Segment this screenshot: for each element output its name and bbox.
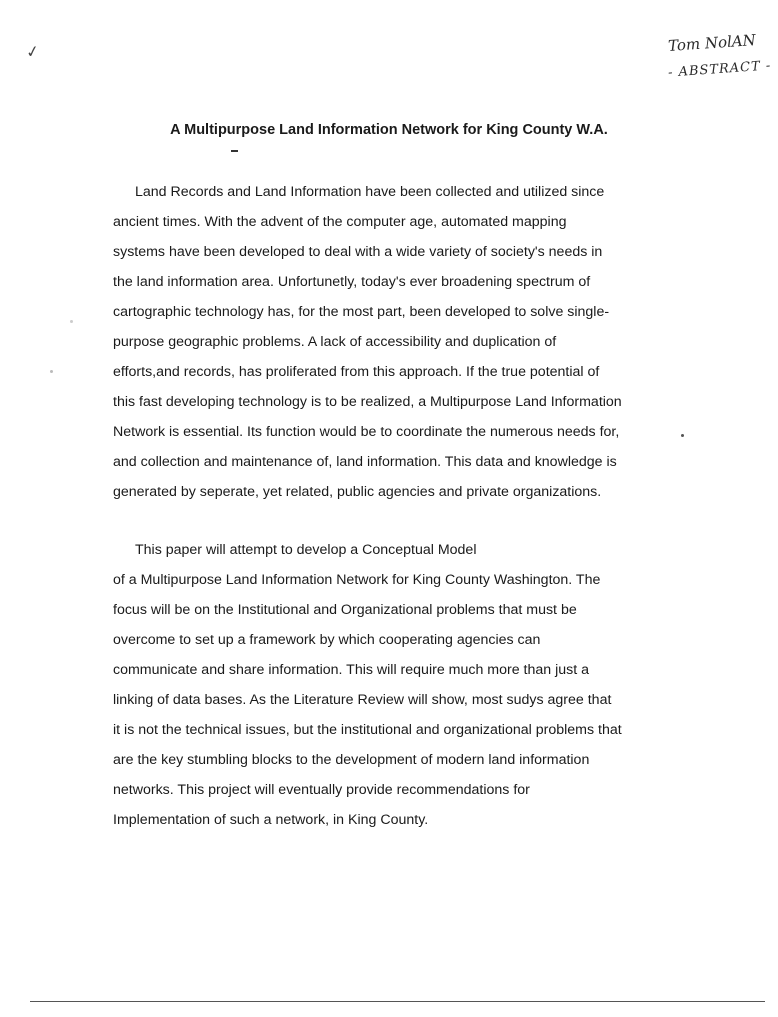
paragraph-line: are the key stumbling blocks to the development of modern land information — [113, 752, 590, 768]
paragraph-line: this fast developing technology is to be realized, a Multipurpose Land Information — [113, 394, 622, 410]
paragraph-line: Network is essential. Its function would be to coordinate the numerous needs for, — [113, 424, 620, 440]
paragraph-line: ancient times. With the advent of the computer age, automated mapping — [113, 214, 567, 230]
paragraph-line: generated by seperate, yet related, public agencies and private organizations. — [113, 484, 602, 500]
handwritten-author-note: Tom NolAN — [667, 30, 757, 56]
document-title: A Multipurpose Land Information Network for King County W.A. — [170, 122, 608, 138]
paragraph-line: Land Records and Land Information have been collected and utilized since — [135, 184, 605, 200]
paragraph-line: and collection and maintenance of, land information. This data and knowledge is — [113, 454, 617, 470]
paragraph-line: the land information area. Unfortunetly, today's ever broadening spectrum of — [113, 274, 591, 290]
scan-speck — [70, 320, 73, 323]
paragraph-line: it is not the technical issues, but the institutional and organizational problems that — [113, 722, 622, 738]
paragraph-line: networks. This project will eventually provide recommendations for — [113, 782, 530, 798]
scan-speck — [50, 370, 53, 373]
check-mark-icon: ✓ — [24, 42, 41, 63]
paragraph-line: of a Multipurpose Land Information Network for King County Washington. The — [113, 572, 601, 588]
page-bottom-rule — [30, 1001, 765, 1002]
paragraph-line: efforts,and records, has proliferated from this approach. If the true potential of — [113, 364, 600, 380]
paragraph-line: cartographic technology has, for the most part, been developed to solve single- — [113, 304, 610, 320]
abstract-paragraph-2 — [113, 535, 622, 835]
stray-mark — [231, 150, 238, 152]
paragraph-line: focus will be on the Institutional and Organizational problems that must be — [113, 602, 577, 618]
paragraph-line: Implementation of such a network, in King County. — [113, 812, 429, 828]
paragraph-line: This paper will attempt to develop a Conceptual Model — [135, 542, 477, 558]
paragraph-line: linking of data bases. As the Literature Review will show, most sudys agree that — [113, 692, 612, 708]
scan-speck — [681, 434, 684, 437]
paragraph-line: purpose geographic problems. A lack of accessibility and duplication of — [113, 334, 557, 350]
abstract-paragraph-1 — [113, 177, 622, 507]
paragraph-line: overcome to set up a framework by which cooperating agencies can — [113, 632, 541, 648]
paragraph-line: communicate and share information. This will require much more than just a — [113, 662, 590, 678]
paragraph-line: systems have been developed to deal with a wide variety of society's needs in — [113, 244, 603, 260]
handwritten-abstract-label: - ABSTRACT - — [667, 58, 772, 81]
